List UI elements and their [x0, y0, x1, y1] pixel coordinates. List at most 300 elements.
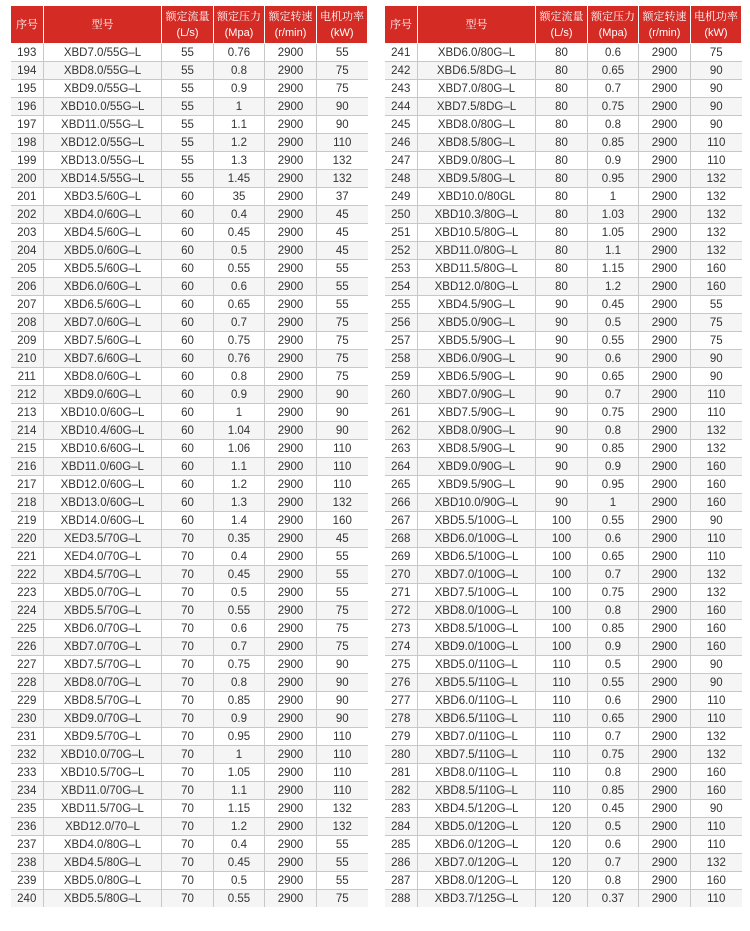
cell-flow: 80 — [536, 44, 588, 62]
cell-flow: 110 — [536, 710, 588, 728]
cell-model: XBD4.5/60G–L — [44, 224, 162, 242]
cell-power: 110 — [691, 710, 742, 728]
table-row — [385, 80, 742, 98]
cell-pressure: 0.45 — [588, 800, 639, 818]
cell-no: 216 — [11, 458, 44, 476]
table-row — [385, 764, 742, 782]
cell-flow: 100 — [536, 566, 588, 584]
cell-flow: 90 — [536, 314, 588, 332]
cell-flow: 80 — [536, 206, 588, 224]
table-row — [385, 728, 742, 746]
cell-no: 261 — [385, 404, 418, 422]
cell-model: XBD9.5/80G–L — [418, 170, 536, 188]
table-row — [385, 458, 742, 476]
cell-no: 246 — [385, 134, 418, 152]
cell-speed: 2900 — [639, 224, 691, 242]
cell-no: 224 — [11, 602, 44, 620]
cell-flow: 90 — [536, 404, 588, 422]
table-row — [385, 44, 742, 62]
table-row — [385, 872, 742, 890]
cell-power: 132 — [691, 584, 742, 602]
cell-flow: 100 — [536, 584, 588, 602]
cell-flow: 90 — [536, 350, 588, 368]
cell-model: XBD8.0/100G–L — [418, 602, 536, 620]
cell-model: XBD5.5/90G–L — [418, 332, 536, 350]
cell-flow: 80 — [536, 116, 588, 134]
cell-speed: 2900 — [639, 602, 691, 620]
table-row — [385, 188, 742, 206]
cell-power: 160 — [691, 872, 742, 890]
cell-power: 75 — [317, 62, 368, 80]
cell-pressure: 0.6 — [214, 620, 265, 638]
cell-flow: 60 — [162, 260, 214, 278]
cell-flow: 80 — [536, 242, 588, 260]
cell-model: XBD10.0/70G–L — [44, 746, 162, 764]
cell-power: 160 — [691, 602, 742, 620]
cell-power: 90 — [691, 62, 742, 80]
cell-pressure: 1.45 — [214, 170, 265, 188]
cell-no: 251 — [385, 224, 418, 242]
table-row — [385, 62, 742, 80]
cell-speed: 2900 — [265, 566, 317, 584]
cell-speed: 2900 — [639, 350, 691, 368]
cell-flow: 100 — [536, 638, 588, 656]
header-row — [11, 6, 368, 44]
cell-speed: 2900 — [265, 548, 317, 566]
cell-no: 252 — [385, 242, 418, 260]
cell-power: 110 — [317, 782, 368, 800]
cell-pressure: 1 — [214, 98, 265, 116]
cell-flow: 90 — [536, 458, 588, 476]
col-header-power: 电机功率 (kW) — [317, 6, 368, 44]
cell-power: 75 — [317, 602, 368, 620]
cell-model: XBD8.0/110G–L — [418, 764, 536, 782]
cell-power: 160 — [691, 782, 742, 800]
table-row — [385, 818, 742, 836]
cell-flow: 70 — [162, 728, 214, 746]
cell-model: XBD9.5/90G–L — [418, 476, 536, 494]
cell-model: XBD13.0/60G–L — [44, 494, 162, 512]
cell-pressure: 0.85 — [588, 440, 639, 458]
cell-power: 90 — [691, 98, 742, 116]
cell-speed: 2900 — [265, 692, 317, 710]
cell-model: XBD4.5/120G–L — [418, 800, 536, 818]
cell-model: XBD9.0/80G–L — [418, 152, 536, 170]
table-row — [385, 260, 742, 278]
cell-model: XBD5.0/60G–L — [44, 242, 162, 260]
cell-speed: 2900 — [639, 836, 691, 854]
cell-speed: 2900 — [639, 134, 691, 152]
cell-speed: 2900 — [265, 188, 317, 206]
cell-flow: 80 — [536, 80, 588, 98]
cell-model: XBD6.0/80G–L — [418, 44, 536, 62]
cell-pressure: 0.75 — [214, 332, 265, 350]
table-row — [11, 332, 368, 350]
cell-pressure: 1.05 — [214, 764, 265, 782]
table-row — [385, 152, 742, 170]
table-row — [385, 494, 742, 512]
cell-power: 132 — [317, 800, 368, 818]
cell-power: 110 — [317, 746, 368, 764]
cell-flow: 70 — [162, 692, 214, 710]
cell-speed: 2900 — [265, 764, 317, 782]
cell-power: 45 — [317, 206, 368, 224]
cell-no: 214 — [11, 422, 44, 440]
cell-no: 275 — [385, 656, 418, 674]
table-row — [11, 80, 368, 98]
cell-model: XBD9.0/60G–L — [44, 386, 162, 404]
cell-model: XBD3.7/125G–L — [418, 890, 536, 908]
cell-pressure: 0.9 — [588, 638, 639, 656]
cell-model: XBD10.6/60G–L — [44, 440, 162, 458]
cell-model: XBD8.0/55G–L — [44, 62, 162, 80]
cell-no: 266 — [385, 494, 418, 512]
table-row — [11, 476, 368, 494]
cell-model: XBD8.5/100G–L — [418, 620, 536, 638]
cell-no: 233 — [11, 764, 44, 782]
cell-flow: 70 — [162, 800, 214, 818]
cell-no: 195 — [11, 80, 44, 98]
cell-power: 90 — [317, 674, 368, 692]
table-row — [385, 332, 742, 350]
cell-pressure: 0.7 — [588, 566, 639, 584]
cell-no: 238 — [11, 854, 44, 872]
cell-speed: 2900 — [639, 728, 691, 746]
cell-power: 132 — [691, 206, 742, 224]
cell-speed: 2900 — [639, 818, 691, 836]
cell-no: 272 — [385, 602, 418, 620]
cell-no: 220 — [11, 530, 44, 548]
cell-pressure: 35 — [214, 188, 265, 206]
cell-no: 282 — [385, 782, 418, 800]
cell-power: 110 — [317, 440, 368, 458]
cell-power: 90 — [691, 656, 742, 674]
cell-power: 75 — [317, 350, 368, 368]
cell-flow: 90 — [536, 386, 588, 404]
table-row — [11, 440, 368, 458]
table-row — [385, 746, 742, 764]
cell-flow: 80 — [536, 224, 588, 242]
cell-pressure: 0.55 — [214, 602, 265, 620]
cell-power: 132 — [691, 242, 742, 260]
cell-flow: 70 — [162, 764, 214, 782]
cell-flow: 70 — [162, 890, 214, 908]
cell-power: 55 — [317, 44, 368, 62]
cell-model: XBD9.0/70G–L — [44, 710, 162, 728]
cell-model: XBD12.0/60G–L — [44, 476, 162, 494]
cell-model: XBD8.0/70G–L — [44, 674, 162, 692]
cell-power: 132 — [691, 224, 742, 242]
table-row — [385, 242, 742, 260]
table-row — [11, 764, 368, 782]
table-row — [385, 692, 742, 710]
cell-no: 242 — [385, 62, 418, 80]
cell-no: 247 — [385, 152, 418, 170]
cell-power: 110 — [317, 476, 368, 494]
cell-flow: 70 — [162, 620, 214, 638]
cell-speed: 2900 — [639, 296, 691, 314]
cell-model: XBD8.0/120G–L — [418, 872, 536, 890]
table-row — [385, 602, 742, 620]
cell-pressure: 0.75 — [214, 656, 265, 674]
table-row — [385, 836, 742, 854]
cell-flow: 70 — [162, 656, 214, 674]
cell-speed: 2900 — [265, 206, 317, 224]
cell-power: 132 — [317, 170, 368, 188]
cell-no: 279 — [385, 728, 418, 746]
cell-no: 222 — [11, 566, 44, 584]
cell-speed: 2900 — [265, 620, 317, 638]
cell-power: 132 — [691, 170, 742, 188]
cell-power: 75 — [317, 332, 368, 350]
table-row — [11, 638, 368, 656]
cell-speed: 2900 — [265, 512, 317, 530]
cell-speed: 2900 — [639, 710, 691, 728]
cell-pressure: 0.55 — [588, 512, 639, 530]
cell-speed: 2900 — [639, 656, 691, 674]
cell-model: XBD7.5/100G–L — [418, 584, 536, 602]
cell-model: XBD11.0/70G–L — [44, 782, 162, 800]
table-row — [385, 422, 742, 440]
cell-power: 110 — [691, 836, 742, 854]
table-row — [11, 728, 368, 746]
cell-no: 200 — [11, 170, 44, 188]
cell-flow: 90 — [536, 476, 588, 494]
cell-flow: 100 — [536, 602, 588, 620]
cell-pressure: 0.85 — [588, 782, 639, 800]
cell-no: 226 — [11, 638, 44, 656]
cell-power: 160 — [691, 278, 742, 296]
cell-power: 55 — [317, 548, 368, 566]
cell-speed: 2900 — [265, 440, 317, 458]
table-row — [11, 746, 368, 764]
table-row — [385, 314, 742, 332]
cell-no: 213 — [11, 404, 44, 422]
cell-speed: 2900 — [265, 422, 317, 440]
cell-power: 75 — [317, 890, 368, 908]
cell-pressure: 0.4 — [214, 206, 265, 224]
cell-pressure: 0.55 — [214, 260, 265, 278]
cell-no: 259 — [385, 368, 418, 386]
table-row — [385, 476, 742, 494]
table-row — [11, 44, 368, 62]
cell-speed: 2900 — [639, 584, 691, 602]
cell-speed: 2900 — [639, 170, 691, 188]
cell-model: XBD4.5/90G–L — [418, 296, 536, 314]
cell-model: XBD6.5/90G–L — [418, 368, 536, 386]
cell-no: 276 — [385, 674, 418, 692]
cell-no: 232 — [11, 746, 44, 764]
cell-speed: 2900 — [639, 278, 691, 296]
cell-pressure: 0.6 — [588, 44, 639, 62]
cell-pressure: 1.2 — [214, 818, 265, 836]
cell-power: 132 — [691, 422, 742, 440]
table-row — [11, 512, 368, 530]
col-header-power: 电机功率 (kW) — [691, 6, 742, 44]
table-row — [11, 494, 368, 512]
cell-speed: 2900 — [265, 638, 317, 656]
table-row — [11, 350, 368, 368]
cell-model: XBD8.5/70G–L — [44, 692, 162, 710]
table-row — [11, 458, 368, 476]
cell-power: 160 — [691, 476, 742, 494]
cell-pressure: 1.3 — [214, 152, 265, 170]
cell-pressure: 0.55 — [214, 890, 265, 908]
cell-flow: 100 — [536, 530, 588, 548]
cell-power: 110 — [691, 134, 742, 152]
cell-speed: 2900 — [639, 368, 691, 386]
cell-pressure: 1.2 — [214, 476, 265, 494]
cell-no: 210 — [11, 350, 44, 368]
cell-pressure: 1 — [214, 746, 265, 764]
cell-speed: 2900 — [265, 854, 317, 872]
table-row — [11, 548, 368, 566]
cell-flow: 80 — [536, 170, 588, 188]
cell-flow: 80 — [536, 260, 588, 278]
cell-pressure: 0.45 — [214, 566, 265, 584]
cell-pressure: 1.2 — [214, 134, 265, 152]
cell-model: XBD9.5/70G–L — [44, 728, 162, 746]
cell-no: 208 — [11, 314, 44, 332]
cell-flow: 100 — [536, 620, 588, 638]
cell-flow: 120 — [536, 854, 588, 872]
cell-power: 110 — [317, 458, 368, 476]
cell-power: 90 — [317, 98, 368, 116]
cell-pressure: 1.1 — [214, 116, 265, 134]
cell-flow: 60 — [162, 314, 214, 332]
cell-pressure: 0.5 — [588, 314, 639, 332]
cell-no: 280 — [385, 746, 418, 764]
cell-no: 218 — [11, 494, 44, 512]
cell-no: 219 — [11, 512, 44, 530]
table-row — [385, 296, 742, 314]
table-row — [385, 134, 742, 152]
cell-no: 269 — [385, 548, 418, 566]
pump-spec-table-right — [384, 5, 742, 907]
table-row — [11, 152, 368, 170]
cell-speed: 2900 — [265, 332, 317, 350]
cell-no: 271 — [385, 584, 418, 602]
cell-model: XBD6.0/90G–L — [418, 350, 536, 368]
cell-power: 90 — [691, 512, 742, 530]
cell-speed: 2900 — [265, 278, 317, 296]
cell-speed: 2900 — [639, 674, 691, 692]
cell-power: 55 — [317, 278, 368, 296]
cell-flow: 60 — [162, 332, 214, 350]
cell-flow: 120 — [536, 872, 588, 890]
table-row — [11, 620, 368, 638]
cell-pressure: 0.6 — [588, 350, 639, 368]
cell-power: 132 — [691, 188, 742, 206]
col-header-speed: 额定转速 (r/min) — [639, 6, 691, 44]
cell-flow: 70 — [162, 674, 214, 692]
cell-flow: 70 — [162, 854, 214, 872]
cell-power: 132 — [691, 854, 742, 872]
cell-speed: 2900 — [265, 890, 317, 908]
table-row — [385, 854, 742, 872]
cell-speed: 2900 — [265, 710, 317, 728]
cell-flow: 70 — [162, 548, 214, 566]
cell-no: 230 — [11, 710, 44, 728]
cell-model: XBD5.5/100G–L — [418, 512, 536, 530]
cell-speed: 2900 — [639, 332, 691, 350]
table-row — [11, 854, 368, 872]
cell-speed: 2900 — [639, 638, 691, 656]
cell-model: XBD7.6/60G–L — [44, 350, 162, 368]
cell-no: 239 — [11, 872, 44, 890]
cell-power: 90 — [691, 674, 742, 692]
cell-speed: 2900 — [639, 386, 691, 404]
cell-no: 201 — [11, 188, 44, 206]
cell-speed: 2900 — [265, 602, 317, 620]
cell-no: 288 — [385, 890, 418, 908]
table-row — [11, 404, 368, 422]
table-row — [385, 674, 742, 692]
cell-speed: 2900 — [265, 836, 317, 854]
table-body — [385, 44, 742, 908]
cell-power: 45 — [317, 242, 368, 260]
cell-flow: 60 — [162, 422, 214, 440]
cell-pressure: 0.85 — [588, 134, 639, 152]
cell-flow: 70 — [162, 710, 214, 728]
cell-speed: 2900 — [265, 728, 317, 746]
cell-no: 204 — [11, 242, 44, 260]
cell-no: 256 — [385, 314, 418, 332]
cell-model: XBD9.0/55G–L — [44, 80, 162, 98]
cell-power: 110 — [317, 764, 368, 782]
cell-pressure: 1.15 — [588, 260, 639, 278]
cell-power: 110 — [691, 890, 742, 908]
cell-model: XBD14.0/60G–L — [44, 512, 162, 530]
cell-no: 196 — [11, 98, 44, 116]
table-row — [385, 782, 742, 800]
cell-pressure: 0.76 — [214, 44, 265, 62]
cell-no: 264 — [385, 458, 418, 476]
cell-speed: 2900 — [639, 152, 691, 170]
cell-flow: 110 — [536, 674, 588, 692]
table-row — [11, 890, 368, 908]
cell-pressure: 0.55 — [588, 332, 639, 350]
cell-no: 231 — [11, 728, 44, 746]
cell-pressure: 0.35 — [214, 530, 265, 548]
cell-power: 132 — [691, 566, 742, 584]
cell-flow: 110 — [536, 746, 588, 764]
table-row — [11, 134, 368, 152]
cell-no: 205 — [11, 260, 44, 278]
cell-flow: 60 — [162, 296, 214, 314]
table-row — [11, 242, 368, 260]
cell-power: 110 — [691, 818, 742, 836]
table-row — [385, 800, 742, 818]
table-row — [11, 116, 368, 134]
cell-pressure: 0.6 — [214, 278, 265, 296]
cell-speed: 2900 — [265, 800, 317, 818]
cell-no: 206 — [11, 278, 44, 296]
cell-no: 228 — [11, 674, 44, 692]
cell-model: XBD7.0/110G–L — [418, 728, 536, 746]
cell-model: XBD5.0/70G–L — [44, 584, 162, 602]
cell-no: 255 — [385, 296, 418, 314]
cell-power: 55 — [317, 854, 368, 872]
cell-flow: 60 — [162, 242, 214, 260]
cell-flow: 120 — [536, 836, 588, 854]
table-row — [385, 206, 742, 224]
cell-power: 75 — [317, 80, 368, 98]
cell-model: XBD6.0/120G–L — [418, 836, 536, 854]
cell-pressure: 1 — [588, 188, 639, 206]
table-body — [11, 44, 368, 908]
cell-flow: 70 — [162, 602, 214, 620]
